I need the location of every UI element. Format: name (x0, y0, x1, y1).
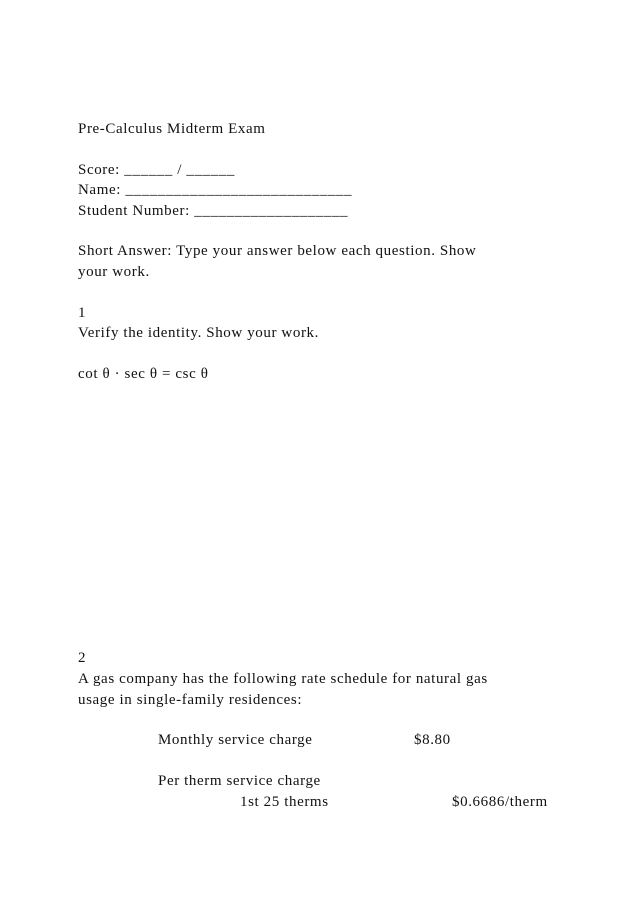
instructions-line-2: your work. (78, 264, 150, 280)
monthly-service-charge-value: $8.80 (414, 732, 451, 748)
tier-1-label: 1st 25 therms (240, 794, 329, 810)
question-2-line-1: A gas company has the following rate schedule for natural gas (78, 671, 488, 687)
question-2-number: 2 (78, 650, 87, 666)
page-title: Pre-Calculus Midterm Exam (78, 121, 266, 137)
name-field: Name: ____________________________ (78, 182, 353, 198)
student-number-field: Student Number: ___________________ (78, 203, 349, 219)
question-1-prompt: Verify the identity. Show your work. (78, 325, 320, 341)
per-therm-charge-label: Per therm service charge (158, 773, 321, 789)
question-1-identity: cot θ · sec θ = csc θ (78, 366, 209, 382)
score-field: Score: ______ / ______ (78, 162, 235, 178)
instructions-line-1: Short Answer: Type your answer below each question. Show (78, 243, 477, 259)
question-1-number: 1 (78, 305, 87, 321)
tier-1-value: $0.6686/therm (452, 794, 548, 810)
question-2-line-2: usage in single-family residences: (78, 692, 303, 708)
monthly-service-charge-label: Monthly service charge (158, 732, 313, 748)
